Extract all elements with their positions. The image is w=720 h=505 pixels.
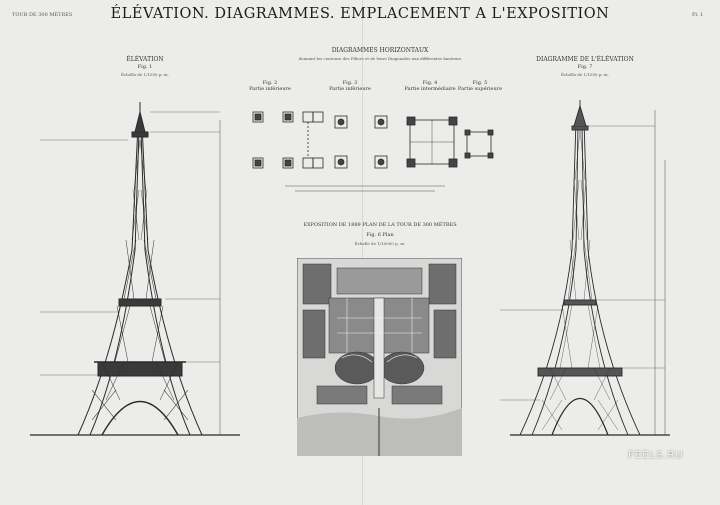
right-scale: Échelle de 1/1000 p. m. bbox=[560, 72, 609, 77]
right-heading: DIAGRAMME DE L'ÉLÉVATION bbox=[536, 56, 634, 63]
diagram-label-4: Partie intermédiaire bbox=[404, 86, 456, 92]
left-fig-label: Fig. 1 bbox=[137, 64, 153, 70]
plan-scale: Échelle de 1/10000 p. m. bbox=[354, 241, 406, 246]
plan-heading: EXPOSITION DE 1889 PLAN DE LA TOUR DE 300 MÈTRES bbox=[303, 222, 457, 228]
left-tower-elevation bbox=[20, 100, 250, 445]
diagram-fig-5: Fig. 5 bbox=[472, 80, 488, 86]
diagrams-subheading: donnant les contours des Piliers et de leurs Diagonales aux différentes hauteurs bbox=[298, 56, 462, 61]
exposition-site-plan bbox=[297, 258, 462, 456]
right-tower-diagram bbox=[480, 100, 700, 445]
corner-left-label: TOUR DE 300 MÈTRES bbox=[12, 12, 73, 18]
diagram-fig-2: Fig. 2 bbox=[262, 80, 278, 86]
plan-fig-label: Fig. 6 Plan bbox=[366, 232, 394, 238]
horizontal-diagrams bbox=[235, 96, 515, 196]
diagram-label-3: Partie inférieure bbox=[329, 86, 371, 92]
page-title: ÉLÉVATION. DIAGRAMMES. EMPLACEMENT A L'EXPOSITION bbox=[110, 6, 610, 22]
diagram-fig-4: Fig. 4 bbox=[422, 80, 438, 86]
diagram-label-5: Partie supérieure bbox=[457, 86, 503, 92]
diagram-label-2: Partie inférieure bbox=[249, 86, 291, 92]
left-heading: ÉLÉVATION bbox=[126, 56, 164, 63]
left-scale: Échelle de 1/1000 p. m. bbox=[120, 72, 169, 77]
right-fig-label: Fig. 7 bbox=[577, 64, 593, 70]
watermark: FEELS.RU bbox=[628, 450, 684, 461]
diagram-fig-3: Fig. 3 bbox=[342, 80, 358, 86]
corner-right-label: Pl. 1 bbox=[692, 12, 704, 18]
diagrams-heading: DIAGRAMMES HORIZONTAUX bbox=[331, 47, 429, 54]
